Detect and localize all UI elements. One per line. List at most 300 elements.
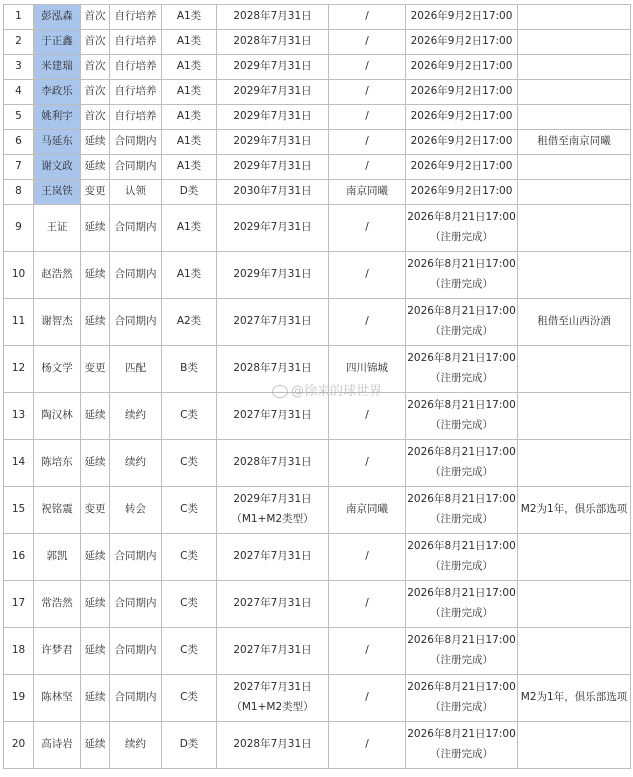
deadline-cell (406, 393, 518, 440)
remark-cell (518, 180, 631, 205)
contract-end-cell (217, 299, 329, 346)
deadline-text: 2026年9月2日17:00 (410, 85, 513, 98)
acquisition-method-text: 匹配 (125, 362, 146, 375)
player-category-text: A1类 (176, 10, 202, 23)
player-category-cell (162, 675, 217, 722)
player-name-cell (34, 581, 81, 628)
registration-type-text: 延续 (84, 135, 106, 148)
registration-type-cell (81, 346, 110, 393)
deadline-cell (406, 722, 518, 769)
deadline-cell (406, 55, 518, 80)
player-name-cell (34, 675, 81, 722)
player-category-text: A1类 (176, 135, 202, 148)
acquisition-method-cell (110, 581, 162, 628)
original-club-text: / (365, 644, 369, 657)
deadline-text: 2026年8月21日17:00 (407, 258, 516, 271)
original-club-cell (329, 155, 406, 180)
deadline-cell (406, 299, 518, 346)
remark-cell (518, 130, 631, 155)
remark-cell (518, 675, 631, 722)
row-number-text: 3 (15, 60, 22, 73)
player-category-cell (162, 5, 217, 30)
acquisition-method-text: 合同期内 (114, 644, 157, 657)
registration-type-text: 延续 (84, 268, 106, 281)
deadline-note-text: （注册完成） (430, 513, 493, 525)
player-category-text: C类 (180, 597, 198, 610)
row-number-text: 20 (11, 738, 26, 751)
registration-type-text: 延续 (84, 456, 106, 469)
original-club-cell (329, 346, 406, 393)
original-club-cell (329, 80, 406, 105)
original-club-cell (329, 55, 406, 80)
contract-end-cell (217, 534, 329, 581)
watermark-text: @徐来的球世界 (291, 384, 383, 399)
player-name-text: 陈林坚 (41, 691, 73, 704)
original-club-cell (329, 180, 406, 205)
player-category-cell (162, 581, 217, 628)
player-category-text: C类 (180, 550, 198, 563)
contract-end-text: 2027年7月31日 (233, 409, 312, 422)
registration-type-text: 延续 (84, 160, 106, 173)
row-number-text: 1 (15, 10, 22, 23)
registration-type-cell (81, 487, 110, 534)
registration-type-text: 延续 (84, 315, 106, 328)
deadline-note-text: （注册完成） (430, 607, 493, 619)
player-category-cell (162, 155, 217, 180)
row-number-cell (4, 722, 34, 769)
original-club-text: / (365, 597, 369, 610)
player-category-cell (162, 30, 217, 55)
registration-type-text: 首次 (84, 60, 106, 73)
remark-text: M2为1年，俱乐部选项 (520, 503, 628, 516)
row-number-cell (4, 155, 34, 180)
player-name-text: 许梦君 (41, 644, 73, 657)
player-name-cell (34, 205, 81, 252)
acquisition-method-cell (110, 252, 162, 299)
original-club-text: 南京同曦 (346, 503, 388, 516)
table-body (4, 5, 631, 769)
registration-type-cell (81, 205, 110, 252)
player-category-cell (162, 205, 217, 252)
row-number-cell (4, 393, 34, 440)
remark-cell (518, 393, 631, 440)
contract-end-text: 2028年7月31日 (233, 10, 312, 23)
registration-type-cell (81, 393, 110, 440)
original-club-text: / (365, 691, 369, 704)
row-number-cell (4, 628, 34, 675)
player-name-text: 郭凯 (46, 550, 68, 563)
registration-type-text: 延续 (84, 221, 106, 234)
row-number-cell (4, 440, 34, 487)
player-name-cell (34, 155, 81, 180)
original-club-cell (329, 534, 406, 581)
contract-end-text: 2029年7月31日 (233, 493, 312, 506)
table-row (4, 252, 631, 299)
contract-end-text: 2029年7月31日 (233, 268, 312, 281)
player-category-text: C类 (180, 409, 198, 422)
row-number-cell (4, 5, 34, 30)
contract-end-text: 2027年7月31日 (233, 315, 312, 328)
contract-end-text: 2028年7月31日 (233, 362, 312, 375)
original-club-text: / (365, 268, 369, 281)
row-number-cell (4, 299, 34, 346)
row-number-cell (4, 130, 34, 155)
deadline-text: 2026年8月21日17:00 (407, 634, 516, 647)
contract-end-cell (217, 80, 329, 105)
original-club-text: / (365, 85, 369, 98)
contract-end-text: 2029年7月31日 (233, 221, 312, 234)
deadline-note-text: （注册完成） (430, 748, 493, 760)
registration-type-cell (81, 628, 110, 675)
player-name-cell (34, 180, 81, 205)
table-row (4, 487, 631, 534)
table-row (4, 155, 631, 180)
original-club-text: / (365, 456, 369, 469)
acquisition-method-cell (110, 628, 162, 675)
row-number-text: 8 (15, 185, 22, 198)
registration-type-text: 延续 (84, 691, 106, 704)
original-club-cell (329, 393, 406, 440)
original-club-cell (329, 30, 406, 55)
contract-note-text: （M1+M2类型） (231, 701, 314, 713)
player-name-text: 李政乐 (41, 85, 73, 98)
player-name-text: 高诗岩 (41, 738, 73, 751)
registration-type-text: 延续 (84, 738, 106, 751)
acquisition-method-cell (110, 487, 162, 534)
row-number-cell (4, 80, 34, 105)
deadline-text: 2026年8月21日17:00 (407, 587, 516, 600)
player-name-cell (34, 252, 81, 299)
deadline-cell (406, 534, 518, 581)
player-name-cell (34, 5, 81, 30)
acquisition-method-text: 认领 (125, 185, 146, 198)
registration-type-text: 首次 (84, 85, 106, 98)
player-name-cell (34, 299, 81, 346)
acquisition-method-text: 续约 (125, 456, 146, 469)
original-club-text: 四川锦城 (346, 362, 388, 375)
row-number-text: 16 (11, 550, 26, 563)
acquisition-method-text: 转会 (125, 503, 146, 516)
contract-end-cell (217, 252, 329, 299)
deadline-note-text: （注册完成） (430, 466, 493, 478)
player-category-text: A1类 (176, 35, 202, 48)
original-club-text: / (365, 35, 369, 48)
acquisition-method-cell (110, 5, 162, 30)
row-number-text: 9 (15, 221, 22, 234)
registration-type-cell (81, 252, 110, 299)
deadline-cell (406, 80, 518, 105)
deadline-cell (406, 180, 518, 205)
deadline-text: 2026年9月2日17:00 (410, 160, 513, 173)
player-name-text: 马延东 (41, 135, 73, 148)
player-name-text: 陈培东 (41, 456, 73, 469)
player-category-text: D类 (179, 738, 199, 751)
deadline-cell (406, 105, 518, 130)
contract-end-text: 2028年7月31日 (233, 456, 312, 469)
player-name-text: 祝铭震 (41, 503, 73, 516)
acquisition-method-cell (110, 80, 162, 105)
deadline-note-text: （注册完成） (430, 654, 493, 666)
deadline-cell (406, 205, 518, 252)
player-category-cell (162, 105, 217, 130)
registration-type-cell (81, 30, 110, 55)
acquisition-method-cell (110, 180, 162, 205)
player-category-cell (162, 180, 217, 205)
player-category-cell (162, 534, 217, 581)
remark-text: 租借至山西汾酒 (537, 315, 611, 328)
contract-end-cell (217, 130, 329, 155)
player-category-text: C类 (180, 691, 198, 704)
registration-type-text: 首次 (84, 35, 106, 48)
player-category-cell (162, 628, 217, 675)
deadline-note-text: （注册完成） (430, 325, 493, 337)
original-club-text: / (365, 110, 369, 123)
registration-type-text: 变更 (84, 185, 106, 198)
row-number-text: 19 (11, 691, 26, 704)
row-number-text: 5 (15, 110, 22, 123)
player-name-cell (34, 346, 81, 393)
player-name-text: 于正鑫 (41, 35, 73, 48)
acquisition-method-text: 合同期内 (114, 691, 157, 704)
original-club-cell (329, 675, 406, 722)
player-category-text: A1类 (176, 160, 202, 173)
player-category-cell (162, 440, 217, 487)
acquisition-method-cell (110, 105, 162, 130)
acquisition-method-text: 合同期内 (114, 221, 157, 234)
original-club-text: / (365, 738, 369, 751)
player-name-text: 姚利宇 (41, 110, 73, 123)
row-number-text: 13 (11, 409, 26, 422)
contract-end-text: 2027年7月31日 (233, 681, 312, 694)
registration-type-text: 变更 (84, 503, 106, 516)
registration-type-cell (81, 105, 110, 130)
registration-type-text: 首次 (84, 110, 106, 123)
deadline-note-text: （注册完成） (430, 372, 493, 384)
original-club-text: / (365, 160, 369, 173)
acquisition-method-text: 自行培养 (114, 10, 157, 23)
acquisition-method-text: 合同期内 (114, 315, 157, 328)
acquisition-method-cell (110, 130, 162, 155)
acquisition-method-cell (110, 55, 162, 80)
registration-type-text: 延续 (84, 644, 106, 657)
deadline-text: 2026年8月21日17:00 (407, 399, 516, 412)
original-club-cell (329, 581, 406, 628)
row-number-cell (4, 487, 34, 534)
acquisition-method-cell (110, 30, 162, 55)
player-category-cell (162, 252, 217, 299)
deadline-note-text: （注册完成） (430, 419, 493, 431)
row-number-text: 11 (11, 315, 26, 328)
player-name-cell (34, 80, 81, 105)
table-row (4, 5, 631, 30)
deadline-text: 2026年8月21日17:00 (407, 211, 516, 224)
acquisition-method-cell (110, 393, 162, 440)
table-row (4, 30, 631, 55)
row-number-cell (4, 581, 34, 628)
table-row (4, 180, 631, 205)
row-number-cell (4, 180, 34, 205)
remark-cell (518, 205, 631, 252)
deadline-cell (406, 628, 518, 675)
player-category-cell (162, 299, 217, 346)
deadline-text: 2026年9月2日17:00 (410, 35, 513, 48)
player-category-text: C类 (180, 644, 198, 657)
deadline-text: 2026年8月21日17:00 (407, 446, 516, 459)
deadline-note-text: （注册完成） (430, 278, 493, 290)
deadline-cell (406, 252, 518, 299)
player-name-cell (34, 130, 81, 155)
original-club-cell (329, 105, 406, 130)
remark-cell (518, 5, 631, 30)
registration-type-cell (81, 440, 110, 487)
original-club-text: 南京同曦 (346, 185, 388, 198)
remark-cell (518, 252, 631, 299)
original-club-text: / (365, 60, 369, 73)
acquisition-method-text: 自行培养 (114, 85, 157, 98)
player-registration-table (3, 4, 631, 769)
registration-type-cell (81, 534, 110, 581)
deadline-cell (406, 675, 518, 722)
acquisition-method-text: 合同期内 (114, 160, 157, 173)
registration-type-cell (81, 155, 110, 180)
row-number-text: 6 (15, 135, 22, 148)
original-club-text: / (365, 135, 369, 148)
original-club-cell (329, 487, 406, 534)
contract-end-cell (217, 722, 329, 769)
registration-type-cell (81, 581, 110, 628)
player-name-cell (34, 534, 81, 581)
table-row (4, 393, 631, 440)
remark-cell (518, 346, 631, 393)
contract-end-cell (217, 393, 329, 440)
deadline-text: 2026年8月21日17:00 (407, 540, 516, 553)
player-name-text: 常浩然 (41, 597, 73, 610)
player-name-text: 谢智杰 (41, 315, 73, 328)
original-club-cell (329, 130, 406, 155)
player-name-cell (34, 628, 81, 675)
contract-end-text: 2028年7月31日 (233, 35, 312, 48)
deadline-text: 2026年9月2日17:00 (410, 10, 513, 23)
row-number-text: 10 (11, 268, 26, 281)
player-category-cell (162, 487, 217, 534)
deadline-note-text: （注册完成） (430, 231, 493, 243)
registration-type-text: 首次 (84, 10, 106, 23)
original-club-cell (329, 299, 406, 346)
player-category-text: A2类 (176, 315, 202, 328)
row-number-cell (4, 534, 34, 581)
remark-cell (518, 30, 631, 55)
contract-end-cell (217, 155, 329, 180)
deadline-text: 2026年8月21日17:00 (407, 728, 516, 741)
player-name-cell (34, 440, 81, 487)
player-category-cell (162, 346, 217, 393)
table-row (4, 581, 631, 628)
player-name-cell (34, 487, 81, 534)
contract-end-cell (217, 30, 329, 55)
player-category-text: A1类 (176, 60, 202, 73)
original-club-cell (329, 628, 406, 675)
acquisition-method-cell (110, 155, 162, 180)
registration-type-cell (81, 299, 110, 346)
contract-end-cell (217, 581, 329, 628)
player-name-cell (34, 55, 81, 80)
contract-end-cell (217, 487, 329, 534)
player-category-text: A1类 (176, 268, 202, 281)
deadline-cell (406, 130, 518, 155)
table-row (4, 55, 631, 80)
acquisition-method-text: 合同期内 (114, 550, 157, 563)
row-number-text: 14 (11, 456, 26, 469)
deadline-text: 2026年8月21日17:00 (407, 493, 516, 506)
acquisition-method-text: 合同期内 (114, 135, 157, 148)
row-number-text: 17 (11, 597, 26, 610)
player-name-text: 彭泓森 (41, 10, 73, 23)
player-name-cell (34, 105, 81, 130)
acquisition-method-cell (110, 205, 162, 252)
original-club-cell (329, 252, 406, 299)
acquisition-method-cell (110, 722, 162, 769)
row-number-cell (4, 30, 34, 55)
table-row (4, 440, 631, 487)
deadline-cell (406, 346, 518, 393)
deadline-text: 2026年9月2日17:00 (410, 110, 513, 123)
contract-end-cell (217, 628, 329, 675)
player-category-text: B类 (180, 362, 198, 375)
deadline-cell (406, 155, 518, 180)
row-number-cell (4, 346, 34, 393)
acquisition-method-text: 合同期内 (114, 597, 157, 610)
acquisition-method-text: 自行培养 (114, 110, 157, 123)
registration-type-cell (81, 722, 110, 769)
acquisition-method-cell (110, 675, 162, 722)
acquisition-method-cell (110, 440, 162, 487)
row-number-text: 2 (15, 35, 22, 48)
contract-end-text: 2029年7月31日 (233, 60, 312, 73)
player-category-cell (162, 393, 217, 440)
player-name-cell (34, 30, 81, 55)
contract-end-text: 2027年7月31日 (233, 597, 312, 610)
registration-type-text: 延续 (84, 409, 106, 422)
row-number-cell (4, 105, 34, 130)
original-club-cell (329, 440, 406, 487)
player-category-text: C类 (180, 503, 198, 516)
acquisition-method-cell (110, 534, 162, 581)
remark-cell (518, 581, 631, 628)
contract-end-cell (217, 180, 329, 205)
player-category-cell (162, 80, 217, 105)
row-number-cell (4, 252, 34, 299)
acquisition-method-text: 自行培养 (114, 60, 157, 73)
deadline-cell (406, 581, 518, 628)
deadline-text: 2026年9月2日17:00 (410, 185, 513, 198)
row-number-text: 18 (11, 644, 26, 657)
remark-text: M2为1年，俱乐部选项 (520, 691, 628, 704)
player-category-text: A1类 (176, 221, 202, 234)
deadline-note-text: （注册完成） (430, 701, 493, 713)
player-name-text: 陶汉林 (41, 409, 73, 422)
contract-note-text: （M1+M2类型） (231, 513, 314, 525)
deadline-text: 2026年8月21日17:00 (407, 681, 516, 694)
acquisition-method-text: 自行培养 (114, 35, 157, 48)
row-number-cell (4, 675, 34, 722)
registration-type-cell (81, 180, 110, 205)
original-club-text: / (365, 10, 369, 23)
acquisition-method-text: 续约 (125, 409, 146, 422)
deadline-cell (406, 30, 518, 55)
deadline-text: 2026年9月2日17:00 (410, 135, 513, 148)
original-club-cell (329, 722, 406, 769)
remark-cell (518, 487, 631, 534)
